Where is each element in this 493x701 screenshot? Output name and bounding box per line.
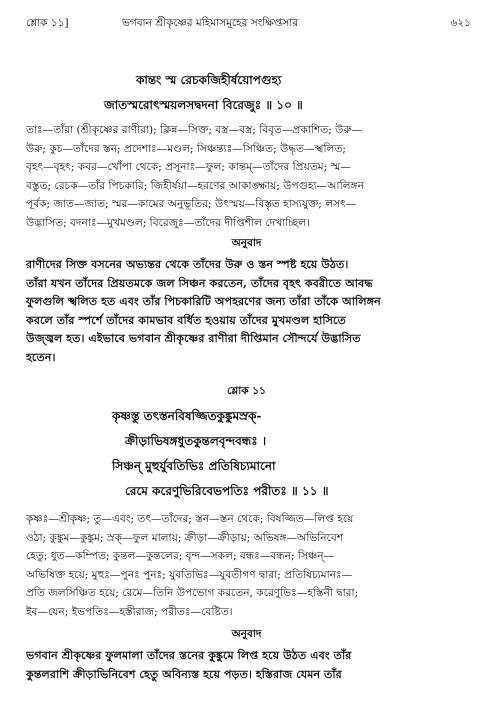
synonyms-10-line: উদ্ভাসিত; বদনাঃ—মুখমণ্ডল; বিরেজুঃ—তাঁদের দীপ্তিশীল দেখাচ্ছিল। [26, 216, 310, 229]
header-verse-ref: শ্লোক ১১] [26, 17, 69, 29]
synonyms-11-line: ইব—যেন; ইভপতিঃ—হস্তীরাজ; পরীতঃ—বেষ্টিত। [26, 605, 233, 618]
verse-11-line-2: ক্রীড়াভিষঙ্গধুতকুন্তলবৃন্দবন্ধঃ । [125, 434, 267, 448]
translation-10 [26, 255, 472, 367]
verse-11-heading: শ্লোক ১১ [227, 385, 266, 397]
verse-10-line-2: জাতস্মরোৎস্ময়লসদ্বদনা বিরেজুঃ ॥ ১০ ॥ [104, 98, 303, 112]
translation-10-heading: অনুবাদ [231, 237, 262, 249]
translation-10-line: উজ্জ্বল হত। এইভাবে ভগবান শ্রীকৃষ্ণের রাণীরা দীপ্তিমান সৌন্দর্যে উদ্ভাসিত [26, 331, 361, 346]
page-number: ৬২১ [450, 17, 471, 29]
synonyms-11-line: প্রতি জলসিঞ্চিত হয়ে; রেমে—তিনি উপভোগ করতেন, করেণুভিঃ—হস্তিনী দ্বারা; [26, 587, 359, 600]
synonyms-11-line: কৃষ্ণঃ—শ্রীকৃষ্ণ; তু—এবং; তৎ—তাঁদের; স্তন—স্তন থেকে; বিষজ্জিত—লিপ্ত হয়ে [26, 513, 354, 525]
synonyms-10-line: বৃহৎ—বৃহৎ; কবর—খোঁপা থেকে; প্রসূনাঃ—ফুল; কান্তম্—তাঁদের প্রিয়তম; স্ম— [26, 161, 351, 174]
synonyms-10-line: উরু; কুচ—তাঁদের স্তন; প্রদেশাঃ—মণ্ডল; সিঞ্চন্ত্যঃ—সিঞ্চিত; উদ্ধৃত—স্খলিত; [26, 142, 346, 155]
synonyms-11-line: হেতু; ধুত—কম্পিত; কুন্তল—কুন্তলের; বৃন্দ—সকল; বন্ধঃ—বন্ধন; সিঞ্চন্— [26, 550, 335, 563]
verse-11-line-1: কৃষ্ণস্তু তৎস্তনবিষজ্জিতকুঙ্কুমস্রক্‌- [112, 409, 262, 423]
running-header [26, 16, 471, 32]
synonyms-10-line: পূর্বক; জাত—জাত; স্মর—কামের অনুভূতির; উৎস্ময়—বিস্তৃত হাস্যযুক্ত; লসৎ— [26, 198, 357, 211]
synonyms-10-line: বস্তুত; রেচক—তাঁর পিচকারি; জিহীর্ষয়া—হরণের আকাঙ্ক্ষায়; উপগুহ্য—আলিঙ্গন [26, 179, 364, 192]
translation-11-line: কুন্তলরাশি ক্রীড়াভিনিবেশ হেতু অবিন্যস্ত হয়ে পড়ত। হস্তিরাজ যেমন তাঁর [26, 666, 342, 681]
translation-10-line: তাঁরা যখন তাঁদের প্রিয়তমকে জল সিঞ্চন করতেন, তাঁদের বৃহৎ কবরীতে আবদ্ধ [26, 275, 373, 290]
synonyms-11-line: ওঠা; কুঙ্কুম—কুঙ্কুম; স্রক্—ফুল মালায়; ক্রীড়া—ক্রীড়ায়; অভিষঙ্গ—অভিনিবেশ [26, 531, 344, 544]
translation-10-line: হতেন। [26, 349, 56, 364]
verse-10-line-1: কান্তং স্ম রেচকজিহীর্ষয়োপগুহ্য [136, 73, 282, 87]
synonyms-10 [26, 121, 472, 233]
verse-11-line-3: সিঞ্চন্ মুহুর্যুবতিভিঃ প্রতিষিচ্যমানো [112, 459, 276, 473]
synonyms-10-line: তাঃ—তাঁরা (শ্রীকৃষ্ণের রাণীরা); ক্লিন্ন—সিক্ত; বস্ত্র—বস্ত্র; বিবৃত—প্রকাশিত; উরু— [26, 124, 363, 136]
synonyms-11-line: অভিষিক্ত হয়ে; মুহুঃ—পুনঃ পুনঃ; যুবতিভিঃ—যুবতীগণ দ্বারা; প্রতিষিচ্যমানঃ— [26, 568, 353, 581]
translation-10-line: ফুলগুলি স্খলিত হত এবং তাঁর পিচকারিটি অপহরণের জন্য তাঁরা তাঁকে আলিঙ্গন [26, 294, 381, 309]
synonyms-11 [26, 510, 472, 622]
verse-11-line-4: রেমে করেণুভিরিবেভপতিঃ পরীতঃ ॥ ১১ ॥ [125, 484, 329, 498]
translation-10-line: করলে তাঁর স্পর্শে তাঁদের কামভাব বর্ধিত হওয়ায় তাঁদের মুখমণ্ডল হাসিতে [26, 312, 346, 327]
header-chapter-title: ভগবান শ্রীকৃষ্ণের মহিমাসমূহের সংক্ষিপ্তসার [122, 17, 299, 29]
translation-11 [26, 646, 472, 683]
translation-10-line: রাণীদের সিক্ত বসনের অভ্যন্তর থেকে তাঁদের উরু ও স্তন স্পষ্ট হয়ে উঠত। [26, 257, 349, 271]
translation-11-heading: অনুবাদ [231, 628, 262, 640]
translation-11-line: ভগবান শ্রীকৃষ্ণের ফুলমালা তাঁদের স্তনের কুঙ্কুমে লিপ্ত হয়ে উঠত এবং তাঁর [26, 648, 352, 662]
